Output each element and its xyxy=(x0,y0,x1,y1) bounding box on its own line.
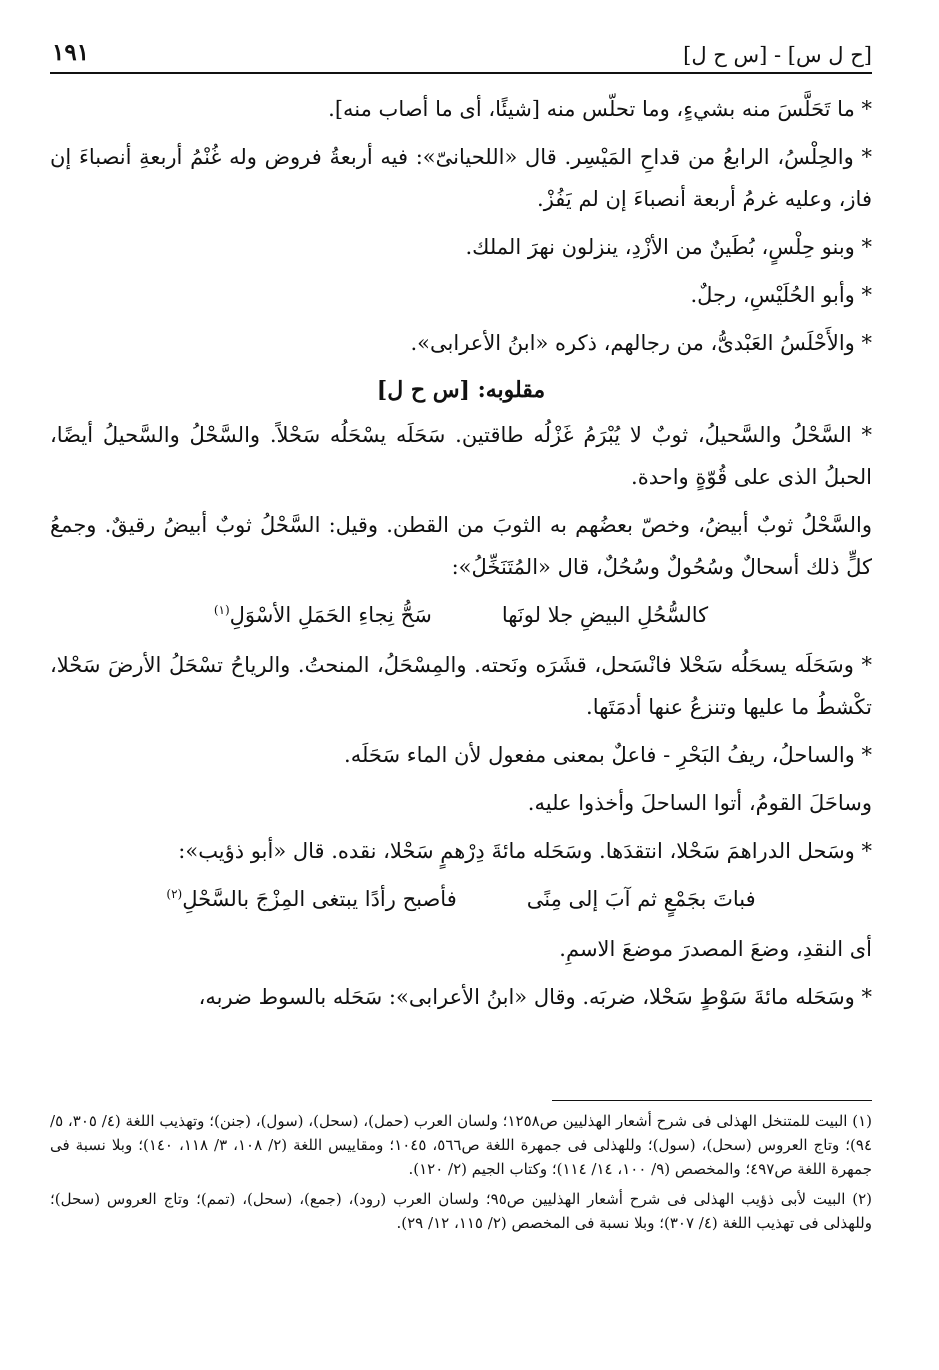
paragraph: * وسَحَلَه يسحَلُه سَحْلا فانْسَحل، قشَرَه ونَحته. والمِسْحَلُ، المنحتُ. والرياحُ تسْحَلُ الأرضَ سَحْلا، تكْشطُ ما عليها وتنزعُ عنها أدمَتَها. xyxy=(50,653,872,719)
paragraph: * وسَحَله مائةَ سَوْطٍ سَحْلا، ضربَه. وقال «ابنُ الأعرابى»: سَحَله بالسوط ضربه، xyxy=(198,985,872,1009)
paragraph: * والساحلُ، ريفُ البَحْرِ - فاعلٌ بمعنى مفعول لأن الماء سَحَلَه. xyxy=(344,743,872,767)
page xyxy=(50,38,872,1348)
paragraph: * وسَحل الدراهمَ سَحْلا، انتقدَها. وسَحَله مائةَ دِرْهمٍ سَحْلا، نقده. قال «أبو ذؤيب»: xyxy=(178,839,872,863)
paragraph: أى النقدِ، وضعَ المصدرَ موضعَ الاسمِ. xyxy=(559,937,872,961)
main-text xyxy=(50,88,872,1018)
verse-line xyxy=(50,878,872,920)
verse-hemistich-second: سَحُّ نِجاءِ الحَمَلِ الأسْوَلِ$^{(١)}$ xyxy=(213,603,432,627)
paragraph: وساحَلَ القومُ، أتوا الساحلَ وأخذوا عليه. xyxy=(527,791,872,815)
paragraph: * السَّحْلُ والسَّحيلُ، ثوبٌ لا يُبْرَمُ غَزْلُه طاقتين. سَحَلَه يسْحَلُه سَحْلاً. والسَّحْلُ والسَّحيلُ أيضًا، الحبلُ الذى على قُوّةٍ واحدة. xyxy=(50,423,872,489)
verse-hemistich-first: كالسُّحُلِ البيضِ جلا لونَها xyxy=(501,603,709,627)
verse-hemistich-second: فأصبح رأدًا يبتغى المِزْجَ بالسَّحْلِ$^{(٢)}$ xyxy=(166,887,457,911)
paragraph: والسَّحْلُ ثوبٌ أبيضُ، وخصّ بعضُهم به الثوبَ من القطن. وقيل: السَّحْلُ ثوبٌ أبيضُ رقيقٌ. وجمعُ كلٍّ ذلك أسحالٌ وسُحُولٌ وسُحُلٌ، قال «المُتَنَخِّلُ»: xyxy=(50,513,872,579)
footnote-ref: (١) xyxy=(213,603,230,617)
paragraph: * والأَحْلَسُ العَبْدىُّ، من رجالهم، ذكره «ابنُ الأعرابى». xyxy=(410,331,872,355)
section-heading: مقلوبه: [س ح ل] xyxy=(376,377,546,403)
verse-hemistich-first: فباتَ بجَمْعٍ ثم آبَ إلى مِنًى xyxy=(526,887,756,911)
footnotes xyxy=(50,1100,872,1241)
paragraph: * وبنو حِلْسٍ، بُطَينٌ من الأزْدِ، ينزلون نهرَ الملك. xyxy=(465,235,872,259)
footnote-ref: (٢) xyxy=(166,887,183,901)
running-title: [ح ل س] - [س ح ل] xyxy=(683,43,872,67)
page-number: ١٩١ xyxy=(52,39,90,66)
verse-line xyxy=(50,594,872,636)
paragraph: * ما تَحَلَّسَ منه بشيءٍ، وما تحلّس منه [شيئًا، أى ما أصاب منه]. xyxy=(328,97,872,121)
paragraph: * والحِلْسُ، الرابعُ من قداحِ المَيْسِر. قال «اللحيانىّ»: فيه أربعةُ فروض وله غُنْمُ أربعةِ أنصباءَ إن فاز، وعليه غرمُ أربعة أنصباءَ إن لم يَفُزْ. xyxy=(50,145,872,211)
running-head xyxy=(50,38,872,74)
paragraph: * وأبو الحُلَيْسِ، رجلٌ. xyxy=(690,283,872,307)
footnote: (١) البيت للمتنخل الهذلى فى شرح أشعار الهذليين ص١٢٥٨؛ ولسان العرب (حمل)، (سحل)، (سول)، (جنن)؛ وتهذيب اللغة (٤/ ٣٠٥، ٥/ ٩٤)؛ وتاج العروس (سحل)، (سول)؛ وللهذلى فى جمهرة اللغة ص٥٦٦، ١٠٤٥؛ ومقاييس اللغة (٢/ ١٠٨، ٣/ ١١٨، ١٤٠)؛ وبلا نسبة فى جمهرة اللغة ص٤٩٧؛ والمخصص (٩/ ١٠٠، ١٤/ ١١٤)؛ وكتاب الجيم (٢/ ١٢٠). xyxy=(50,1112,873,1178)
footnote: (٢) البيت لأبى ذؤيب الهذلى فى شرح أشعار الهذليين ص٩٥؛ ولسان العرب (رود)، (جمع)، (سحل)، (تمم)؛ وتاج العروس (سحل)؛ وللهذلى فى تهذيب اللغة (٤/ ٣٠٧)؛ وبلا نسبة فى المخصص (٢/ ١١٥، ١٢/ ٢٩). xyxy=(50,1190,872,1232)
footnote-divider xyxy=(552,1100,872,1101)
